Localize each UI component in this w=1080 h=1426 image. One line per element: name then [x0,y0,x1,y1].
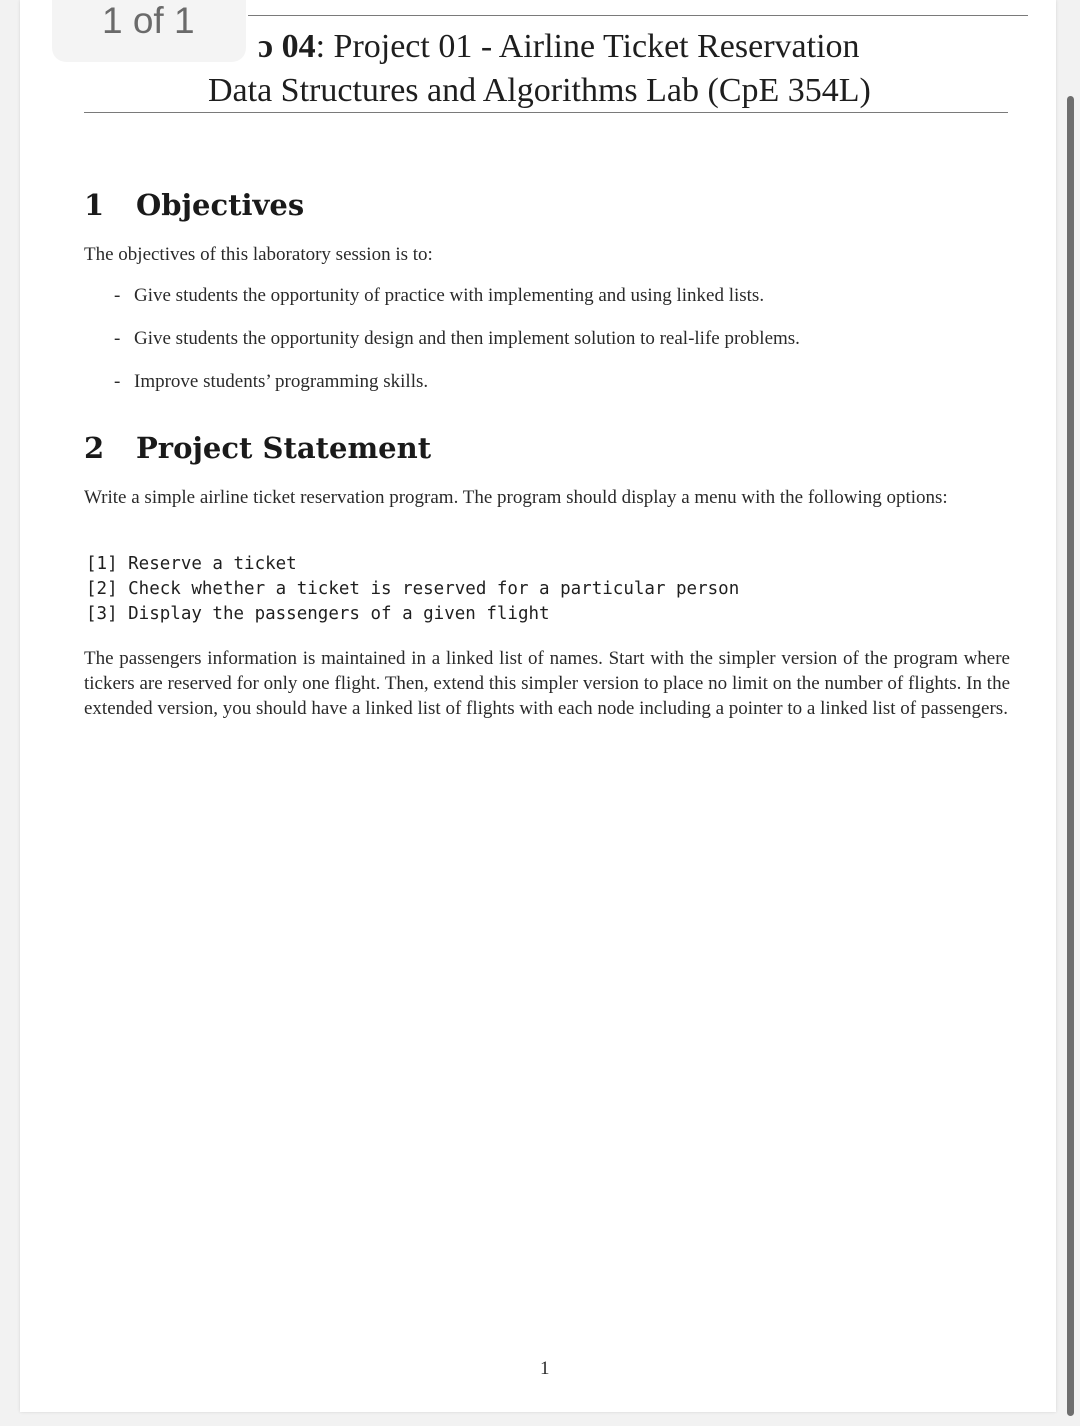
menu-option: [1] Reserve a ticket [86,554,297,574]
bullet-dash: - [114,328,121,349]
objectives-intro: The objectives of this laboratory session is to: [84,244,433,265]
objective-item [114,328,800,350]
bullet-dash: - [114,371,121,392]
objective-text: Give students the opportunity design and then implement solution to real-life problems. [134,328,800,349]
section-heading-objectives [84,188,304,222]
vertical-scrollbar[interactable] [1067,96,1074,1416]
title-lab-number: ɔ 04 [258,28,316,65]
project-statement-body: The passengers information is maintained in a linked list of names. Start with the simpler version of the program where tickers are reserved for only one flight. Then, extend this simpler version to place no limit on the number of flights. In the extended version, you should have a linked list of flights with each node including a pointer to a linked list of passengers. [84,648,1010,719]
section-number: 1 [84,188,105,222]
page-counter-text: 1 of 1 [102,0,195,41]
section-title: Objectives [136,188,305,222]
section-heading-project-statement [84,431,431,465]
header-bottom-rule [84,112,1008,113]
document-subtitle: Data Structures and Algorithms Lab (CpE 354L) [208,72,871,109]
objective-text: Improve students’ programming skills. [134,371,429,392]
menu-option: [2] Check whether a ticket is reserved for a particular person [86,579,740,599]
document-page [20,0,1056,1412]
page-counter-badge [52,0,246,62]
section-number: 2 [84,431,105,465]
objective-text: Give students the opportunity of practice with implementing and using linked lists. [134,285,765,306]
objective-item [114,371,428,393]
section-title: Project Statement [136,431,432,465]
project-statement-intro: Write a simple airline ticket reservation program. The program should display a menu with the following options: [84,487,948,508]
header-top-rule [248,15,1028,16]
document-title [258,28,860,66]
bullet-dash: - [114,285,121,306]
objective-item [114,285,764,307]
title-text: : Project 01 - Airline Ticket Reservation [315,28,860,65]
menu-option: [3] Display the passengers of a given flight [86,604,550,624]
page-number: 1 [540,1358,550,1379]
